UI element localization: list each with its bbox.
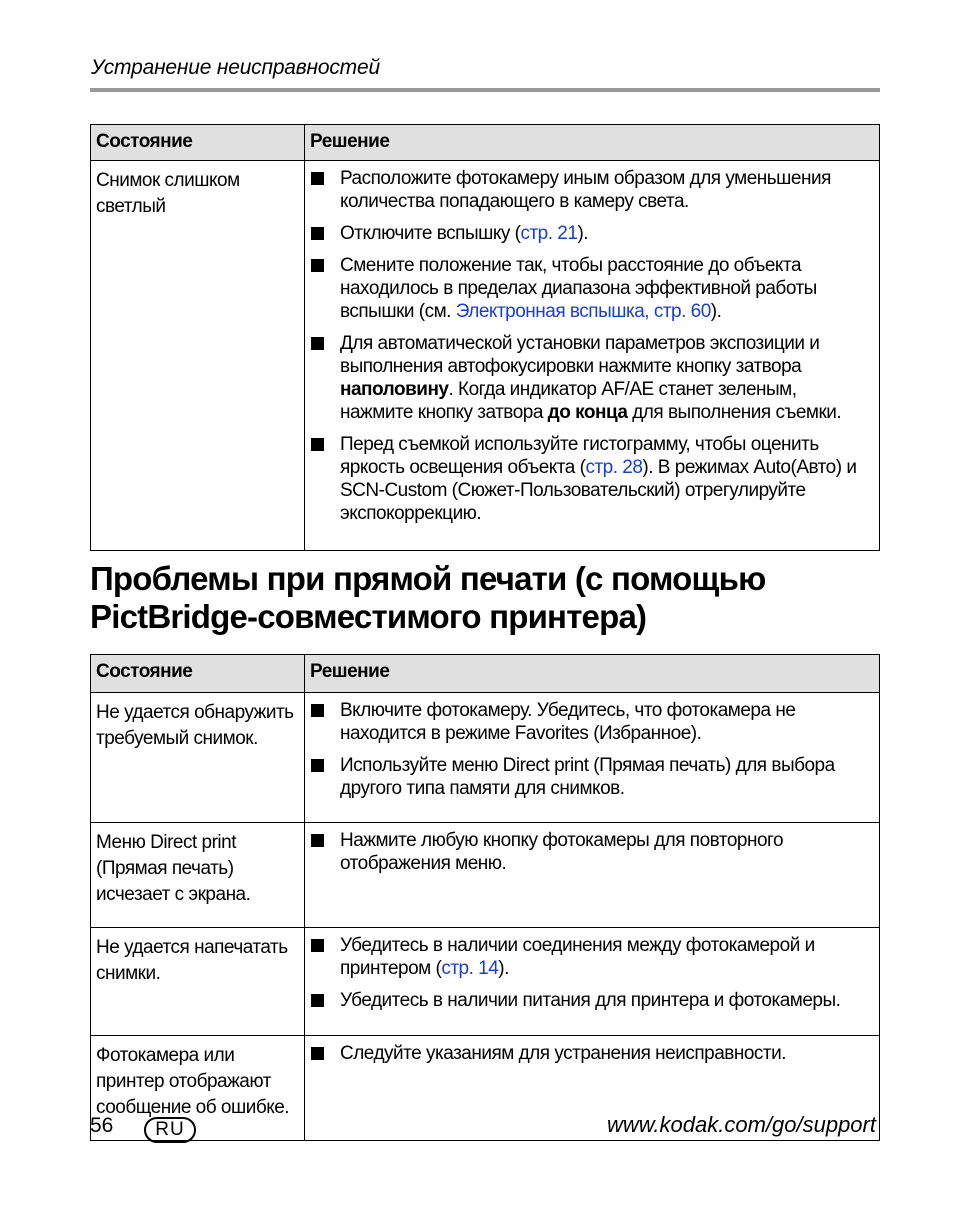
column-header-state: Состояние [91, 125, 305, 161]
table-row [91, 161, 880, 551]
page-link[interactable]: стр. 21 [520, 223, 578, 244]
solution-cell [305, 928, 880, 1036]
table-header-row [91, 125, 880, 161]
square-bullet-icon [311, 172, 324, 185]
state-cell: Фотокамера или принтер отображают сообщение об ошибке. [91, 1036, 305, 1141]
square-bullet-icon [311, 939, 324, 952]
table-row [91, 928, 880, 1036]
solution-item [311, 332, 859, 424]
solution-item [311, 222, 859, 245]
solution-item [311, 989, 859, 1012]
solution-item [311, 433, 859, 525]
troubleshooting-table-1 [90, 124, 880, 551]
state-cell: Не удается обнаружить требуемый снимок. [91, 693, 305, 823]
square-bullet-icon [311, 994, 324, 1007]
square-bullet-icon [311, 704, 324, 717]
solution-text: Включите фотокамеру. Убедитесь, что фотокамера не находится в режиме Favorites (Избранное). [340, 700, 796, 744]
page-link[interactable]: Электронная вспышка, стр. 60 [455, 301, 711, 322]
square-bullet-icon [311, 438, 324, 451]
solution-text: Для автоматической установки параметров экспозиции и выполнения автофокусировки нажмите кнопку затвора наполовину. Когда индикатор AF/AE станет зеленым, нажмите кнопку затвора до конца для выполнения съемки. [340, 333, 842, 423]
solution-text: Перед съемкой используйте гистограмму, чтобы оценить яркость освещения объекта (стр. 28). В режимах Auto(Авто) и SCN-Custom (Сюжет-Пользовательский) отрегулируйте экспокоррекцию. [340, 434, 857, 524]
square-bullet-icon [311, 834, 324, 847]
table-row [91, 823, 880, 928]
square-bullet-icon [311, 259, 324, 272]
square-bullet-icon [311, 337, 324, 350]
section-heading: Проблемы при прямой печати (с помощью PictBridge-совместимого принтера) [90, 560, 766, 635]
page-number: 56 [90, 1114, 114, 1137]
support-url[interactable]: www.kodak.com/go/support [606, 1112, 876, 1137]
table-header-row [91, 655, 880, 693]
solution-text: Нажмите любую кнопку фотокамеры для повторного отображения меню. [340, 830, 784, 874]
header-rule [90, 88, 880, 92]
solution-text: Убедитесь в наличии соединения между фотокамерой и принтером (стр. 14). [340, 935, 815, 979]
table-row [91, 693, 880, 823]
solution-item [311, 254, 859, 323]
solution-item [311, 829, 859, 875]
page-link[interactable]: стр. 28 [585, 457, 643, 478]
state-cell: Снимок слишком светлый [91, 161, 305, 551]
troubleshooting-table-2 [90, 654, 880, 1141]
square-bullet-icon [311, 759, 324, 772]
solution-item [311, 1042, 859, 1065]
page-link[interactable]: стр. 14 [441, 958, 499, 979]
language-badge: RU [144, 1117, 196, 1143]
state-cell: Меню Direct print (Прямая печать) исчезает с экрана. [91, 823, 305, 928]
solution-text: Смените положение так, чтобы расстояние до объекта находилось в пределах диапазона эффективной работы вспышки (см. Электронная вспышка, стр. 60). [340, 255, 817, 322]
square-bullet-icon [311, 1047, 324, 1060]
solution-cell [305, 693, 880, 823]
state-cell: Не удается напечатать снимки. [91, 928, 305, 1036]
solution-text: Следуйте указаниям для устранения неисправности. [340, 1043, 787, 1064]
column-header-solution: Решение [305, 125, 880, 161]
solution-text: Расположите фотокамеру иным образом для уменьшения количества попадающего в камеру света. [340, 168, 831, 212]
column-header-state: Состояние [91, 655, 305, 693]
solution-text: Убедитесь в наличии питания для принтера и фотокамеры. [340, 990, 841, 1011]
solution-text: Отключите вспышку (стр. 21). [340, 223, 589, 244]
solution-cell [305, 823, 880, 928]
solution-cell [305, 161, 880, 551]
square-bullet-icon [311, 227, 324, 240]
solution-item [311, 167, 859, 213]
column-header-solution: Решение [305, 655, 880, 693]
solution-item [311, 934, 859, 980]
solution-item [311, 699, 859, 745]
solution-text: Используйте меню Direct print (Прямая печать) для выбора другого типа памяти для снимков. [340, 755, 835, 799]
running-header: Устранение неисправностей [91, 56, 380, 79]
solution-item [311, 754, 859, 800]
